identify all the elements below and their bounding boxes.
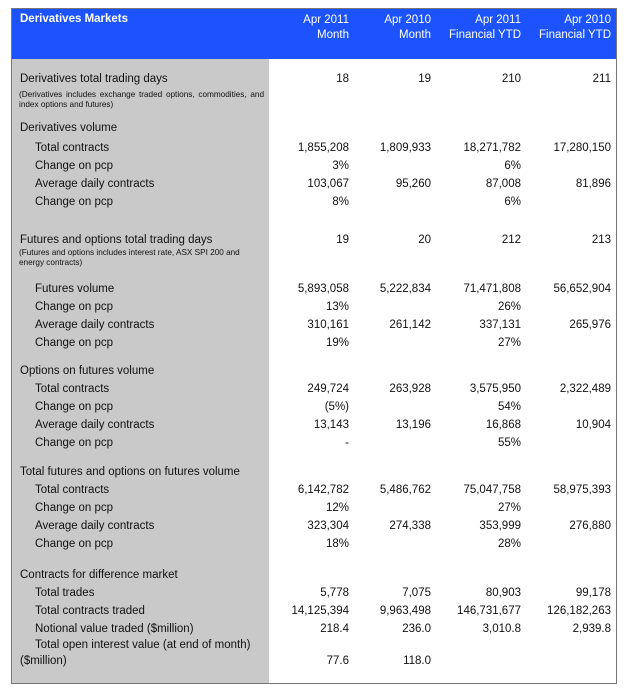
table-cell: 19 [336, 234, 349, 246]
table-cell: 81,896 [575, 178, 611, 190]
table-cell: 16,868 [485, 419, 521, 431]
column-header-apr2010-ytd: Apr 2010 Financial YTD [538, 14, 611, 41]
table-cell: 26% [497, 301, 521, 313]
row-label: Derivatives total trading days [20, 73, 168, 85]
table-cell: 77.6 [326, 655, 349, 667]
table-cell: 263,928 [389, 383, 431, 395]
table-cell: 353,999 [479, 520, 521, 532]
row-label: Total contracts traded [35, 605, 145, 617]
table-cell: 17,280,150 [553, 142, 611, 154]
table-cell: 27% [497, 337, 521, 349]
row-label: Change on pcp [35, 437, 114, 449]
table-cell: 56,652,904 [553, 283, 611, 295]
table-cell: 5,486,762 [379, 484, 431, 496]
table-cell: 27% [497, 502, 521, 514]
table-cell: 58,975,393 [553, 484, 611, 496]
table-cell: 10,904 [575, 419, 611, 431]
table-cell: 2,939.8 [572, 623, 611, 635]
table-cell: 3,575,950 [469, 383, 521, 395]
row-label: Total contracts [35, 142, 110, 154]
row-label: Change on pcp [35, 196, 114, 208]
table-header [12, 9, 616, 59]
table-cell: 1,855,208 [297, 142, 349, 154]
table-cell: 7,075 [402, 587, 431, 599]
derivatives-table [11, 8, 617, 684]
row-label: Futures volume [35, 283, 115, 295]
row-label: ($million) [20, 655, 67, 667]
row-label: Average daily contracts [35, 419, 155, 431]
column-header-apr2011-month: Apr 2011 Month [303, 14, 349, 41]
table-cell: 95,260 [395, 178, 431, 190]
row-label: Total futures and options on futures volume [20, 466, 240, 478]
row-label: Change on pcp [35, 301, 114, 313]
table-cell: 18% [325, 538, 349, 550]
table-cell: 18 [336, 73, 349, 85]
table-cell: (5%) [324, 401, 349, 413]
row-label: Options on futures volume [20, 365, 155, 377]
table-cell: 6% [504, 160, 521, 172]
table-cell: 1,809,933 [379, 142, 431, 154]
table-cell: 213 [591, 234, 611, 246]
table-cell: 75,047,758 [463, 484, 521, 496]
table-cell: 13,143 [313, 419, 349, 431]
table-cell: 80,903 [485, 587, 521, 599]
table-body [12, 59, 616, 683]
table-cell: 19 [418, 73, 431, 85]
table-cell: 276,880 [569, 520, 611, 532]
table-cell: 54% [497, 401, 521, 413]
table-cell: 236.0 [402, 623, 431, 635]
table-title: Derivatives Markets [20, 13, 129, 25]
row-label: Average daily contracts [35, 319, 155, 331]
row-label: Total contracts [35, 484, 110, 496]
table-cell: 13,196 [395, 419, 431, 431]
row-label: Total open interest value (at end of month) [35, 639, 251, 651]
row-label: Notional value traded ($million) [35, 623, 194, 635]
table-cell: 71,471,808 [463, 283, 521, 295]
table-cell: 9,963,498 [379, 605, 431, 617]
column-header-apr2010-month: Apr 2010 Month [384, 14, 431, 41]
table-cell: 218.4 [320, 623, 349, 635]
table-cell: 310,161 [307, 319, 349, 331]
table-cell: 12% [325, 502, 349, 514]
table-cell: 103,067 [307, 178, 349, 190]
row-label: Change on pcp [35, 538, 114, 550]
table-cell: 261,142 [389, 319, 431, 331]
row-label: Change on pcp [35, 160, 114, 172]
table-cell: 146,731,677 [457, 605, 521, 617]
row-label: Average daily contracts [35, 178, 155, 190]
table-cell: 210 [501, 73, 521, 85]
table-cell: 323,304 [307, 520, 349, 532]
row-label: Average daily contracts [35, 520, 155, 532]
table-cell: 212 [501, 234, 521, 246]
table-cell: 5,222,834 [379, 283, 431, 295]
table-cell: 87,008 [485, 178, 521, 190]
row-label: Total contracts [35, 383, 110, 395]
table-cell: 249,724 [307, 383, 349, 395]
table-cell: 211 [592, 73, 611, 85]
table-cell: 6% [504, 196, 521, 208]
table-cell: 6,142,782 [297, 484, 349, 496]
table-cell: 126,182,263 [547, 605, 611, 617]
table-cell: 14,125,394 [291, 605, 349, 617]
table-cell: 118.0 [403, 655, 431, 667]
row-label: Change on pcp [35, 401, 114, 413]
row-label: Derivatives volume [20, 122, 118, 134]
row-label: Futures and options total trading days [20, 234, 213, 246]
table-cell: 2,322,489 [559, 383, 611, 395]
table-cell: 20 [418, 234, 431, 246]
table-cell: 99,178 [575, 587, 611, 599]
table-cell: 55% [497, 437, 521, 449]
row-label: Total trades [35, 587, 95, 599]
row-label: Change on pcp [35, 502, 114, 514]
column-header-apr2011-ytd: Apr 2011 Financial YTD [448, 14, 521, 41]
table-cell: 3,010.8 [482, 623, 521, 635]
table-cell: 19% [325, 337, 349, 349]
table-cell: 5,778 [320, 587, 349, 599]
row-label: Change on pcp [35, 337, 114, 349]
table-cell: 265,976 [569, 319, 611, 331]
futures-options-note: (Futures and options includes interest rate, ASX SPI 200 and energy contracts) [19, 248, 240, 267]
table-cell: 3% [332, 160, 349, 172]
table-cell: 18,271,782 [463, 142, 521, 154]
table-cell: 5,893,058 [297, 283, 349, 295]
row-label: Contracts for difference market [20, 569, 178, 581]
table-cell: 8% [332, 196, 349, 208]
table-cell: 337,131 [479, 319, 521, 331]
table-cell: - [345, 437, 349, 449]
table-cell: 28% [497, 538, 521, 550]
table-cell: 13% [325, 301, 349, 313]
table-cell: 274,338 [389, 520, 431, 532]
derivatives-note: (Derivatives includes exchange traded options, commodities, and index options and futures) [19, 90, 264, 109]
